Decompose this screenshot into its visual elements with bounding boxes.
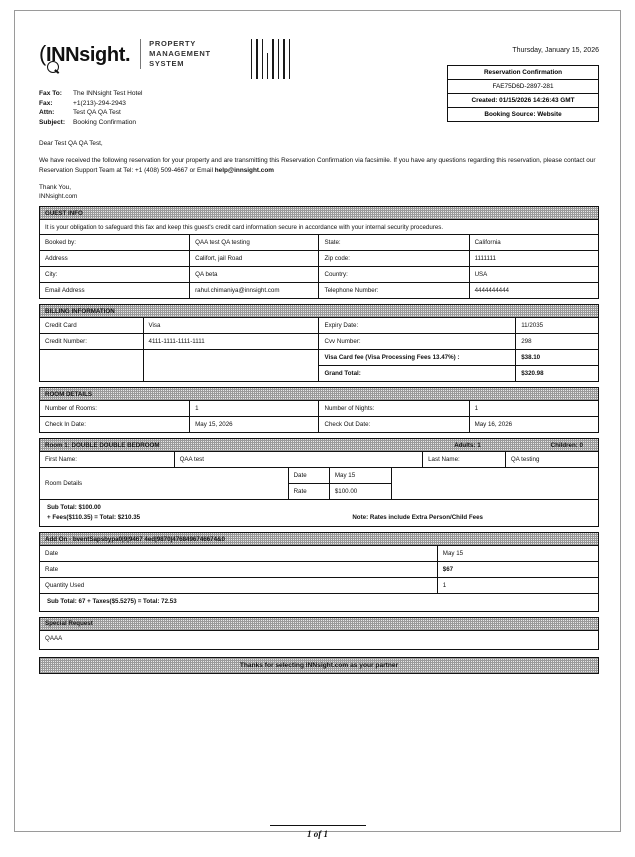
fax-label: Fax: [39, 99, 53, 107]
room-1-children: Children: 0 [550, 441, 583, 449]
brand-tagline [149, 39, 211, 69]
grand-total-label: Grand Total: [319, 366, 516, 382]
logo-text: INNsight [45, 44, 125, 66]
cvv-value: 298 [516, 334, 598, 350]
billing-information-table [40, 318, 598, 381]
table-row [40, 350, 598, 366]
subject-label: Subject: [39, 118, 66, 126]
billing-empty-cell-3 [40, 366, 143, 382]
fax-to-label: Fax To: [39, 90, 62, 97]
rate-date-value: May 15 [329, 468, 391, 484]
last-name-value: QA testing [505, 452, 598, 467]
table-row [40, 334, 598, 350]
special-request-title: Special Request [45, 620, 93, 627]
signoff-company: INNsight.com [39, 193, 78, 200]
table-row [40, 546, 598, 562]
first-name-label: First Name: [40, 452, 174, 467]
guest-info-section [39, 206, 599, 299]
state-value: California [469, 235, 598, 251]
room-1-totals-left [47, 503, 140, 522]
billing-empty-cell-4 [143, 366, 319, 382]
country-label: Country: [319, 267, 469, 283]
room-1-guest-table [40, 452, 598, 467]
billing-information-header [40, 305, 598, 318]
confirmation-created: Created: 01/15/2026 14:26:43 GMT [448, 94, 598, 108]
logo-wordmark [39, 41, 130, 67]
card-fee-value: $38.10 [516, 350, 598, 366]
check-in-label: Check In Date: [40, 417, 190, 433]
room-details-table [40, 401, 598, 432]
innsight-logo [39, 23, 290, 79]
add-on-header [40, 533, 598, 546]
room-1-title: Room 1: DOUBLE DOUBLE BEDROOM [45, 441, 160, 449]
add-on-quantity-value: 1 [437, 578, 598, 594]
last-name-label: Last Name: [423, 452, 506, 467]
tagline-line-1: PROPERTY [149, 39, 196, 48]
table-row [40, 452, 598, 467]
credit-number-value: 4111-1111-1111-1111 [143, 334, 319, 350]
cvv-label: Cvv Number: [319, 334, 516, 350]
thanks-banner: Thanks for selecting INNsight.com as your partner [39, 657, 599, 674]
guest-info-security-note: It is your obligation to safeguard this fax and keep this guest's credit card information secure in accordance with your internal security procedures. [40, 220, 598, 235]
logo-paren: ( [39, 41, 46, 66]
guest-info-table [40, 235, 598, 298]
zip-value: 1111111 [469, 251, 598, 267]
credit-card-value: Visa [143, 318, 319, 334]
rate-date-label: Date [288, 468, 329, 484]
attn-label: Attn: [39, 109, 55, 116]
country-value: USA [469, 267, 598, 283]
email-label: Email Address [40, 283, 190, 299]
city-value: QA beta [190, 267, 319, 283]
number-of-nights-label: Number of Nights: [319, 401, 469, 417]
credit-card-label: Credit Card [40, 318, 143, 334]
table-row [40, 578, 598, 594]
add-on-totals-left [47, 597, 177, 607]
room-1-section [39, 438, 599, 527]
room-details-section [39, 387, 599, 433]
subject-value: Booking Confirmation [73, 118, 137, 126]
telephone-label: Telephone Number: [319, 283, 469, 299]
table-row [40, 267, 598, 283]
room-1-rate-note: Note: Rates include Extra Person/Child Fees [352, 513, 483, 521]
room-1-header [40, 439, 598, 452]
number-of-nights-value: 1 [469, 401, 598, 417]
add-on-quantity-label: Quantity Used [40, 578, 437, 594]
rate-label: Rate [288, 484, 329, 500]
table-row [40, 251, 598, 267]
add-on-rate-value: $67 [437, 562, 598, 578]
room-1-empty-cell [391, 468, 598, 500]
telephone-value: 4444444444 [469, 283, 598, 299]
billing-empty-cell-1 [40, 350, 143, 366]
special-request-section [39, 617, 599, 650]
intro-signoff [39, 183, 599, 201]
document-body [39, 23, 599, 674]
add-on-section [39, 532, 599, 612]
number-of-rooms-value: 1 [190, 401, 319, 417]
page-footer [0, 825, 635, 839]
zip-label: Zip code: [319, 251, 469, 267]
booked-by-label: Booked by: [40, 235, 190, 251]
signoff-thanks: Thank You, [39, 184, 71, 191]
logo-divider [140, 39, 141, 69]
booked-by-value: QAA test QA testing [190, 235, 319, 251]
expiry-date-value: 11/2035 [516, 318, 598, 334]
rate-value: $100.00 [329, 484, 391, 500]
expiry-date-label: Expiry Date: [319, 318, 516, 334]
credit-number-label: Credit Number: [40, 334, 143, 350]
guest-info-title: GUEST INFO [45, 209, 83, 217]
intro-text [39, 139, 599, 201]
room-1-adults: Adults: 1 [454, 441, 481, 449]
barcode-icon [251, 35, 290, 79]
logo-dot: . [124, 44, 131, 66]
document-sheet [14, 10, 621, 832]
check-out-value: May 16, 2026 [469, 417, 598, 433]
address-label: Address [40, 251, 190, 267]
footer-rule [270, 825, 366, 826]
intro-paragraph-text: We have received the following reservation for your property and are transmitting this Reservation Confirmation via facsimile. If you have any questions regarding this reservation, please contact our Reservation Support Team at Tel: +1 (408) 509-4667 or Email [39, 157, 596, 174]
table-row [40, 417, 598, 433]
reservation-confirmation-box [447, 65, 599, 122]
table-row [40, 283, 598, 299]
room-1-rate-table [40, 467, 598, 499]
billing-empty-cell-2 [143, 350, 319, 366]
guest-info-header [40, 207, 598, 220]
table-row [40, 562, 598, 578]
document-date: Thursday, January 15, 2026 [512, 47, 599, 54]
add-on-totals [40, 593, 598, 611]
room-1-sub-total: Sub Total: $100.00 [47, 504, 101, 511]
intro-paragraph [39, 156, 599, 176]
table-row [40, 401, 598, 417]
fax-value: +1(213)-294-2943 [73, 99, 126, 107]
fax-to-value: The INNsight Test Hotel [73, 90, 143, 97]
tagline-line-2: MANAGEMENT [149, 49, 211, 58]
support-email: help@innsight.com [214, 167, 274, 174]
card-fee-label: Visa Card fee (Visa Processing Fees 13.47%) : [319, 350, 516, 366]
billing-information-title: BILLING INFORMATION [45, 307, 115, 315]
confirmation-booking-source: Booking Source: Website [484, 110, 562, 118]
magnifier-icon [47, 61, 59, 73]
room-1-totals [40, 499, 598, 526]
intro-greeting: Dear Test QA QA Test, [39, 140, 103, 147]
room-details-title: ROOM DETAILS [45, 390, 92, 398]
tagline-line-3: SYSTEM [149, 59, 185, 68]
first-name-value: QAA test [174, 452, 423, 467]
confirmation-code: FAE75D6D-2897-281 [448, 80, 598, 94]
number-of-rooms-label: Number of Rooms: [40, 401, 190, 417]
table-row [40, 366, 598, 382]
add-on-sub-total: Sub Total: 67 + Taxes($5.5275) = Total: 72.53 [47, 598, 177, 605]
city-label: City: [40, 267, 190, 283]
add-on-title: Add On - bventSapsbypa0|9|9467 4ed|9870|4768496746674&0 [45, 535, 225, 543]
special-request-header [40, 618, 598, 631]
address-value: Califort, jail Road [190, 251, 319, 267]
check-in-value: May 15, 2026 [190, 417, 319, 433]
add-on-date-value: May 15 [437, 546, 598, 562]
special-request-value: QAAA [45, 634, 63, 642]
page-indicator: 1 of 1 [307, 829, 328, 839]
grand-total-value: $320.98 [516, 366, 598, 382]
email-value: rahul.chimaniya@innsight.com [190, 283, 319, 299]
table-row [40, 468, 598, 484]
table-row [40, 235, 598, 251]
attn-value: Test QA QA Test [73, 109, 121, 116]
room-1-fees-total: + Fees($110.35) = Total: $210.35 [47, 513, 141, 521]
state-label: State: [319, 235, 469, 251]
confirmation-title: Reservation Confirmation [448, 66, 598, 80]
room-details-label: Room Details [40, 468, 288, 500]
check-out-label: Check Out Date: [319, 417, 469, 433]
billing-information-section [39, 304, 599, 382]
room-details-header [40, 388, 598, 401]
add-on-rate-label: Rate [40, 562, 437, 578]
table-row [40, 318, 598, 334]
add-on-date-label: Date [40, 546, 437, 562]
add-on-table [40, 546, 598, 593]
